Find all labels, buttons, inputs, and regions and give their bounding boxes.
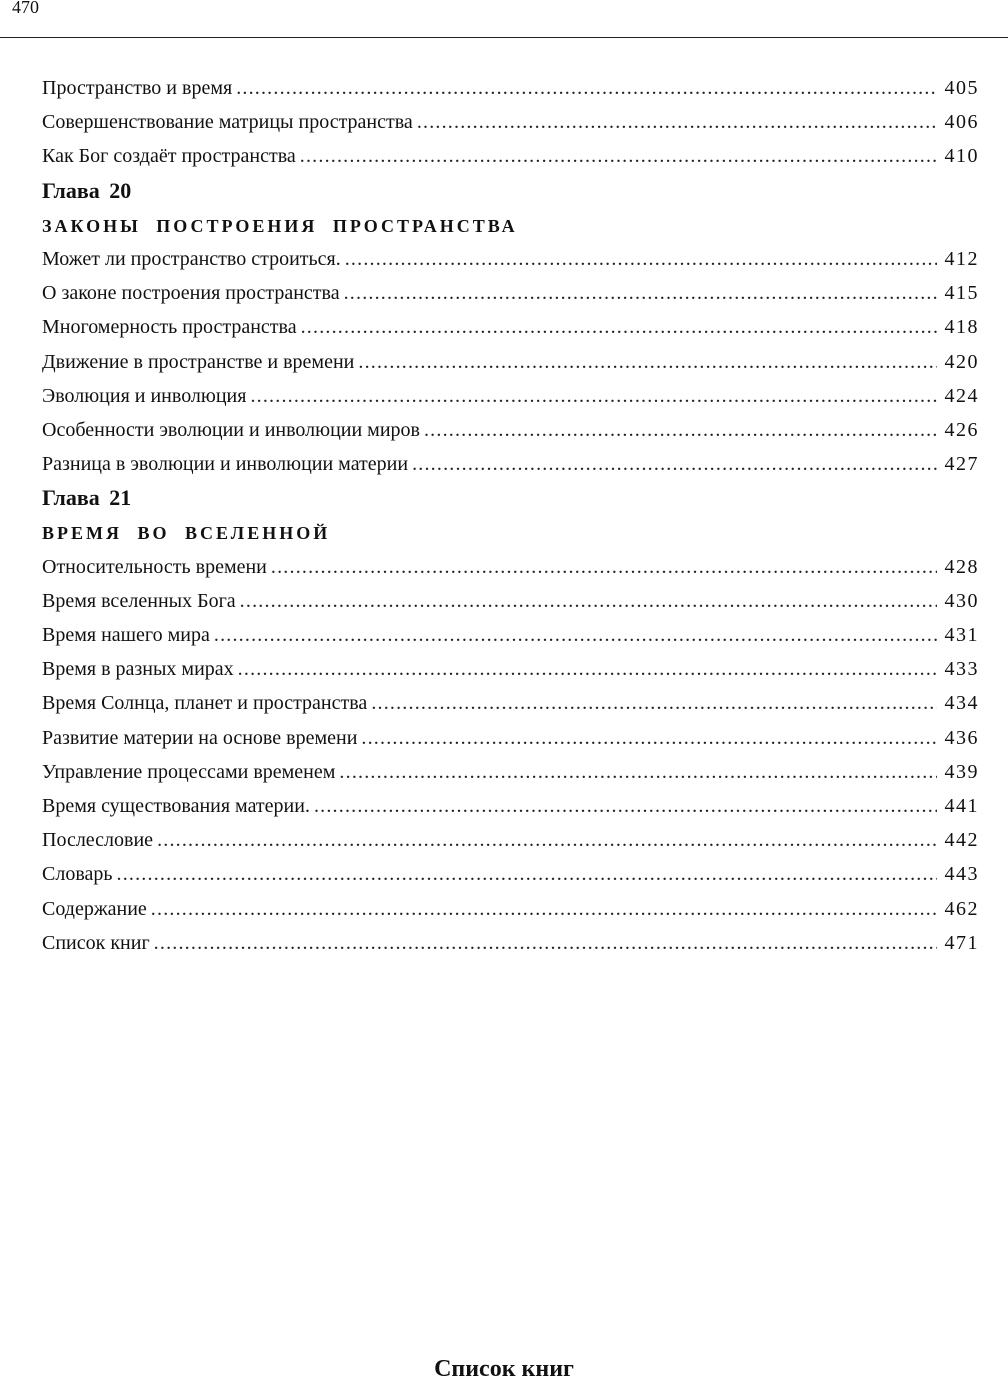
table-of-contents [42, 71, 979, 960]
toc-entry-title: Особенности эволюции и инволюции миров [42, 418, 420, 441]
toc-entry[interactable] [42, 755, 979, 789]
toc-entry[interactable] [42, 550, 979, 584]
dot-leader [151, 892, 937, 926]
toc-entry-title: Время существования материи. [42, 794, 310, 817]
toc-entry[interactable] [42, 105, 979, 139]
page-number: 470 [12, 0, 39, 17]
dot-leader [412, 447, 937, 481]
dot-leader [300, 139, 937, 173]
toc-entry[interactable] [42, 823, 979, 857]
toc-entry-title: Время нашего мира [42, 624, 210, 646]
toc-entry-page: 430 [944, 589, 979, 612]
toc-entry-page: 426 [944, 418, 979, 441]
toc-entry[interactable] [42, 926, 979, 960]
toc-entry-title: Может ли пространство строиться. [42, 247, 341, 270]
toc-entry-title: Пространство и время [42, 77, 233, 99]
toc-entry-page: 418 [944, 316, 979, 339]
toc-entry-title: Относительность времени [42, 555, 267, 578]
toc-entry-page: 433 [944, 658, 979, 681]
dot-leader [417, 105, 937, 139]
toc-entry-page: 424 [944, 384, 979, 407]
toc-entry-title: Содержание [42, 897, 147, 920]
next-section-title: Список книг [434, 1356, 574, 1382]
toc-entry[interactable] [42, 276, 979, 310]
toc-entry[interactable] [42, 413, 979, 447]
chapter-21-label: Глава 21 [42, 485, 132, 511]
toc-entry[interactable] [42, 857, 979, 891]
dot-leader [250, 379, 937, 413]
chapter-21-title[interactable]: ВРЕМЯ ВО ВСЕЛЕННОЙ [42, 523, 331, 544]
toc-entry[interactable] [42, 686, 979, 720]
toc-entry-title: Словарь [42, 863, 113, 886]
toc-entry-page: 410 [944, 145, 979, 168]
toc-entry[interactable] [42, 789, 979, 823]
toc-entry-title: Как Бог создаёт пространства [42, 145, 296, 168]
dot-leader [271, 550, 937, 584]
toc-entry-page: 442 [944, 829, 979, 852]
dot-leader [214, 618, 937, 652]
dot-leader [361, 721, 937, 755]
toc-entry-page: 431 [944, 624, 979, 646]
chapter-20-title[interactable]: ЗАКОНЫ ПОСТРОЕНИЯ ПРОСТРАНСТВА [42, 215, 518, 236]
toc-entry-page: 443 [944, 863, 979, 886]
dot-leader [345, 242, 937, 276]
toc-entry-page: 441 [944, 794, 979, 817]
dot-leader [344, 276, 937, 310]
toc-entry-page: 405 [944, 77, 979, 99]
dot-leader [238, 652, 937, 686]
toc-entry-title: Многомерность пространства [42, 316, 297, 339]
dot-leader [154, 926, 937, 960]
dot-leader [236, 71, 937, 105]
toc-entry-page: 427 [944, 453, 979, 476]
toc-entry[interactable] [42, 721, 979, 755]
dot-leader [240, 584, 937, 618]
toc-entry[interactable] [42, 345, 979, 379]
toc-entry-page: 406 [944, 111, 979, 134]
toc-entry-title: Послесловие [42, 829, 154, 852]
toc-entry-page: 471 [944, 931, 979, 954]
toc-entry-page: 420 [944, 350, 979, 373]
toc-entry-page: 439 [944, 760, 979, 783]
toc-entry[interactable] [42, 618, 979, 652]
toc-entry-page: 412 [944, 247, 979, 270]
toc-entry[interactable] [42, 310, 979, 344]
toc-entry[interactable] [42, 379, 979, 413]
dot-leader [424, 413, 937, 447]
dot-leader [301, 310, 937, 344]
dot-leader [117, 857, 938, 891]
toc-entry-title: Время вселенных Бога [42, 589, 236, 612]
toc-entry-page: 415 [944, 282, 979, 305]
toc-entry[interactable] [42, 242, 979, 276]
toc-entry-title: Развитие материи на основе времени [42, 726, 358, 749]
toc-entry-title: Движение в пространстве и времени [42, 350, 355, 373]
toc-entry[interactable] [42, 584, 979, 618]
toc-entry-title: Разница в эволюции и инволюции материи [42, 453, 409, 476]
chapter-20-label: Глава 20 [42, 177, 132, 203]
toc-entry[interactable] [42, 447, 979, 481]
toc-entry-title: Время Солнца, планет и пространства [42, 692, 368, 715]
dot-leader [358, 345, 937, 379]
header-rule [0, 37, 1008, 38]
toc-entry[interactable] [42, 652, 979, 686]
toc-entry[interactable] [42, 892, 979, 926]
toc-entry-title: О законе построения пространства [42, 282, 340, 305]
toc-entry-page: 434 [944, 692, 979, 715]
toc-entry-title: Время в разных мирах [42, 658, 234, 681]
toc-entry[interactable] [42, 71, 979, 105]
toc-entry-page: 428 [944, 555, 979, 578]
toc-entry-title: Список книг [42, 931, 150, 954]
toc-entry-title: Совершенствование матрицы пространства [42, 111, 413, 134]
toc-entry[interactable] [42, 139, 979, 173]
toc-entry-title: Управление процессами временем [42, 760, 336, 783]
toc-entry-title: Эволюция и инволюция [42, 384, 247, 407]
dot-leader [339, 755, 937, 789]
dot-leader [157, 823, 937, 857]
toc-entry-page: 462 [944, 897, 979, 920]
dot-leader [314, 789, 937, 823]
dot-leader [371, 686, 937, 720]
toc-entry-page: 436 [944, 726, 979, 749]
